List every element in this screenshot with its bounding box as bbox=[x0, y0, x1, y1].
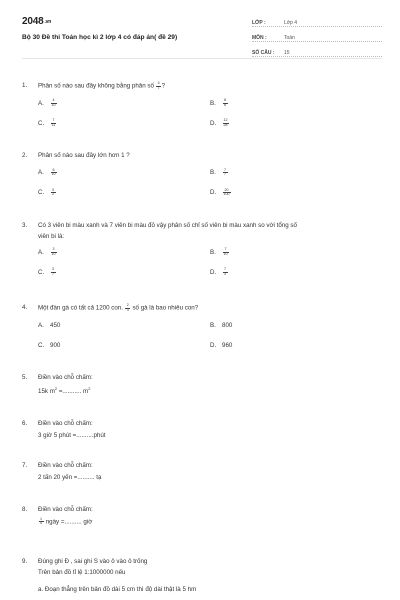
meta-label: MÔN : bbox=[252, 34, 267, 41]
denominator: 10 bbox=[51, 102, 56, 107]
meta-value: Toán bbox=[284, 34, 295, 41]
fraction bbox=[51, 119, 56, 127]
options bbox=[38, 96, 378, 136]
option-a[interactable] bbox=[38, 246, 57, 260]
numerator: 8 bbox=[224, 98, 226, 103]
denominator: 10 bbox=[51, 172, 56, 177]
exponent: 2 bbox=[54, 385, 58, 391]
denominator: 28 bbox=[223, 122, 228, 127]
logo-suffix: .vn bbox=[44, 19, 52, 25]
question-text bbox=[38, 304, 378, 312]
denominator: 10 bbox=[223, 252, 228, 256]
numerator: 6 bbox=[52, 167, 55, 172]
question-3 bbox=[22, 222, 378, 286]
numerator: 3 bbox=[52, 247, 55, 252]
option-label: D. bbox=[210, 188, 217, 196]
option-label: B. bbox=[210, 168, 216, 176]
question-number: 6. bbox=[22, 420, 28, 427]
option-label: B. bbox=[210, 321, 216, 329]
option-label: A. bbox=[38, 99, 44, 107]
statement-a[interactable]: a. Đoạn thẳng trên bản đồ dài 5 cm thì độ dài thật là 5 hm bbox=[38, 585, 197, 593]
option-label: C. bbox=[38, 268, 45, 276]
meta-label: SỐ CÂU : bbox=[252, 49, 275, 56]
option-b[interactable] bbox=[210, 96, 228, 110]
denominator: 11 bbox=[51, 122, 56, 127]
option-value: 800 bbox=[222, 321, 233, 329]
denominator: 10 bbox=[51, 252, 56, 256]
exponent: 2 bbox=[88, 385, 91, 391]
option-c[interactable] bbox=[38, 186, 56, 200]
question-7 bbox=[22, 462, 378, 482]
answer-line[interactable]: 2 tấn 20 yến =.......... tạ bbox=[38, 473, 102, 481]
numerator: 3 bbox=[52, 267, 54, 272]
question-number: 2. bbox=[22, 152, 28, 159]
fraction bbox=[126, 304, 130, 312]
question-number: 3. bbox=[22, 222, 28, 229]
option-label: C. bbox=[38, 119, 45, 127]
question-text bbox=[38, 222, 378, 244]
fraction bbox=[51, 99, 56, 107]
header-divider bbox=[22, 58, 382, 59]
question-text bbox=[38, 558, 378, 580]
question-text-part: Phân số nào sau đây không bằng phân số bbox=[38, 82, 154, 90]
numerator: 7 bbox=[224, 247, 227, 252]
answer-line[interactable] bbox=[38, 386, 378, 396]
option-value: 900 bbox=[50, 341, 61, 349]
numerator: 7 bbox=[52, 118, 55, 123]
fraction bbox=[223, 119, 228, 127]
meta-row-count bbox=[252, 44, 382, 57]
numerator: 7 bbox=[224, 167, 226, 172]
fraction bbox=[51, 248, 56, 256]
denominator: 100 bbox=[223, 192, 230, 197]
denominator: 3 bbox=[126, 307, 129, 312]
question-text bbox=[38, 82, 378, 90]
denominator: 6 bbox=[224, 102, 226, 107]
numerator: 2 bbox=[126, 303, 129, 307]
options bbox=[38, 166, 378, 206]
meta-value: 15 bbox=[284, 49, 290, 56]
meta-row-class bbox=[252, 14, 382, 27]
options bbox=[38, 318, 378, 358]
answer-line[interactable]: 3 giờ 5 phút =..........phút bbox=[38, 431, 106, 439]
meta-value: Lớp 4 bbox=[284, 19, 298, 26]
numerator: 1 bbox=[40, 516, 42, 521]
fraction bbox=[223, 248, 228, 256]
option-b[interactable] bbox=[210, 246, 229, 260]
question-line: Trên bản đồ tỉ lệ 1:1000000 nếu bbox=[38, 568, 126, 576]
numerator: 20 bbox=[224, 187, 229, 192]
option-label: D. bbox=[210, 341, 217, 349]
denominator: 3 bbox=[224, 272, 226, 276]
option-label: A. bbox=[38, 321, 44, 329]
option-a[interactable] bbox=[38, 318, 60, 332]
question-4 bbox=[22, 304, 378, 358]
answer-text: 15k m bbox=[38, 387, 55, 395]
option-value: 450 bbox=[50, 321, 61, 329]
option-d[interactable] bbox=[210, 186, 231, 200]
question-text: Phân số nào sau đây lớn hơn 1 ? bbox=[38, 152, 130, 159]
numerator: 4 bbox=[157, 81, 160, 85]
question-number: 8. bbox=[22, 506, 28, 513]
option-label: C. bbox=[38, 188, 45, 196]
options bbox=[38, 246, 378, 286]
option-d[interactable] bbox=[210, 266, 228, 280]
fraction bbox=[51, 169, 56, 177]
question-6 bbox=[22, 420, 378, 440]
fraction bbox=[223, 189, 230, 197]
option-label: C. bbox=[38, 341, 45, 349]
fraction bbox=[51, 189, 55, 197]
option-c[interactable] bbox=[38, 116, 57, 130]
option-label: B. bbox=[210, 248, 216, 256]
question-line: Đúng ghi Đ , sai ghi S vào ô vào ô trống bbox=[38, 558, 148, 565]
question-number: 9. bbox=[22, 558, 28, 565]
question-line: Có 3 viên bi màu xanh và 7 viên bi màu đỏ vậy phân số chỉ số viên bi màu xanh so với tổng số bbox=[38, 222, 297, 229]
answer-text: ngày =.......... giờ bbox=[45, 518, 93, 526]
numerator: 3 bbox=[52, 187, 54, 192]
numerator: 12 bbox=[223, 118, 228, 123]
question-text-part: Một đàn gà có tất cả 1200 con. bbox=[38, 304, 123, 312]
numerator: 7 bbox=[224, 267, 226, 272]
question-1 bbox=[22, 82, 378, 136]
denominator: 4 bbox=[40, 521, 42, 526]
denominator: 7 bbox=[224, 172, 226, 177]
page-title: Bộ 30 Đề thi Toán học kì 2 lớp 4 có đáp án( đề 29) bbox=[22, 34, 178, 41]
question-text: Điền vào chỗ chấm: bbox=[38, 462, 93, 469]
question-9 bbox=[22, 558, 378, 593]
logo-text: 2048 bbox=[22, 16, 44, 27]
option-value: 960 bbox=[222, 341, 233, 349]
fraction bbox=[39, 518, 43, 526]
option-label: B. bbox=[210, 99, 216, 107]
denominator: 2 bbox=[52, 192, 54, 197]
fraction bbox=[223, 169, 227, 177]
question-number: 4. bbox=[22, 304, 28, 311]
answer-text: =........... m bbox=[57, 387, 89, 395]
question-8 bbox=[22, 506, 378, 526]
option-c[interactable] bbox=[38, 266, 56, 280]
question-text: Điền vào chỗ chấm: bbox=[38, 374, 93, 381]
question-text: Điền vào chỗ chấm: bbox=[38, 506, 93, 513]
option-label: A. bbox=[38, 248, 44, 256]
option-b[interactable] bbox=[210, 166, 228, 180]
meta-row-subject bbox=[252, 29, 382, 42]
fraction bbox=[157, 82, 161, 90]
exam-meta bbox=[252, 14, 382, 59]
meta-label: LỚP : bbox=[252, 19, 266, 26]
answer-line[interactable] bbox=[38, 518, 378, 526]
site-logo[interactable] bbox=[22, 16, 51, 29]
option-c[interactable] bbox=[38, 338, 60, 352]
fraction bbox=[223, 268, 227, 276]
option-label: D. bbox=[210, 119, 217, 127]
numerator: 4 bbox=[52, 98, 55, 103]
question-line: viên bi là: bbox=[38, 232, 65, 240]
option-a[interactable] bbox=[38, 166, 57, 180]
option-label: A. bbox=[38, 168, 44, 176]
question-5 bbox=[22, 374, 378, 396]
question-text-part: số gà là bao nhiêu con? bbox=[132, 304, 199, 312]
fraction bbox=[223, 99, 227, 107]
option-d[interactable] bbox=[210, 116, 229, 130]
question-number: 1. bbox=[22, 82, 28, 89]
fraction bbox=[51, 268, 55, 276]
question-2 bbox=[22, 152, 378, 206]
option-a[interactable] bbox=[38, 96, 57, 110]
question-text-part: ? bbox=[161, 82, 166, 90]
question-text: Điền vào chỗ chấm: bbox=[38, 420, 93, 427]
question-number: 5. bbox=[22, 374, 28, 381]
denominator: 7 bbox=[157, 85, 160, 90]
option-b[interactable] bbox=[210, 318, 232, 332]
option-label: D. bbox=[210, 268, 217, 276]
denominator: 7 bbox=[52, 272, 54, 276]
option-d[interactable] bbox=[210, 338, 232, 352]
question-number: 7. bbox=[22, 462, 28, 469]
